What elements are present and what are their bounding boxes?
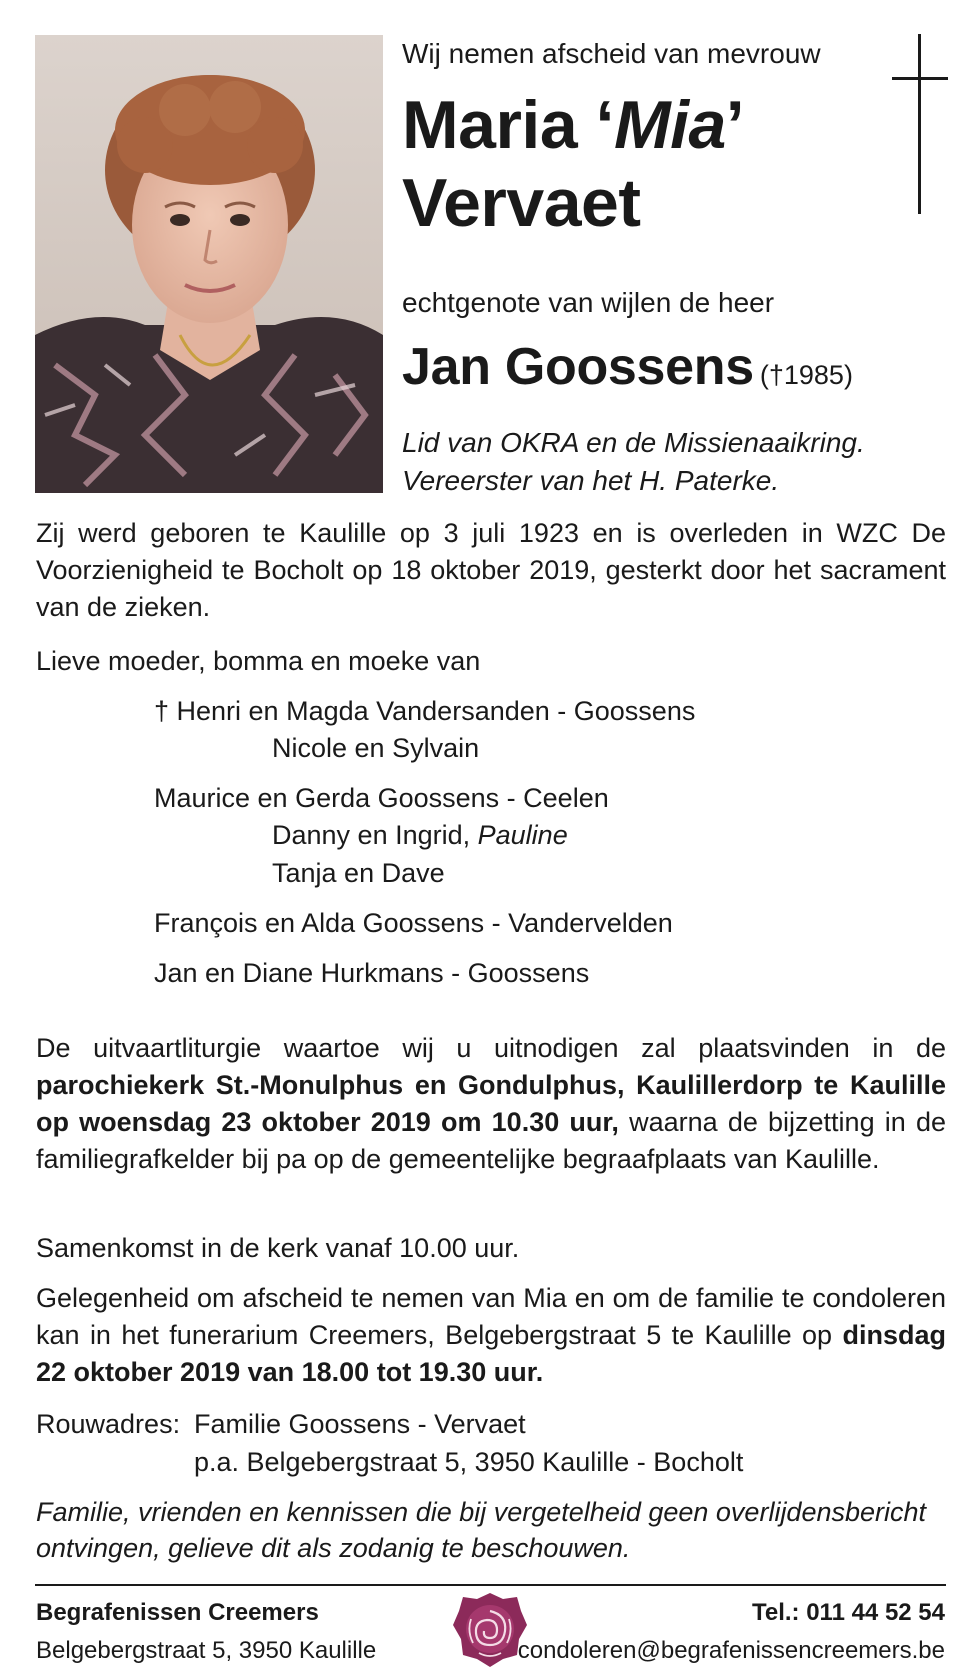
gathering-text: Samenkomst in de kerk vanaf 10.00 uur. — [36, 1233, 520, 1263]
funeral-lead: De uitvaartliturgie waartoe wij u uitnodigen zal plaatsvinden in de — [36, 1033, 946, 1063]
funeral-paragraph — [36, 1030, 946, 1178]
family-member-francois: François en Alda Goossens - Vandervelden — [154, 908, 673, 938]
funeral-details: parochiekerk St.-Monulphus en Gondulphus, Kaulillerdorp te Kaulille op woensdag 23 oktober 2019 om 10.30 uur, — [36, 1070, 946, 1137]
family-member-danny — [272, 817, 568, 854]
membership-line-1: Lid van OKRA en de Missienaaikring. — [402, 427, 865, 458]
portrait-photo — [35, 35, 383, 493]
spouse-intro: echtgenote van wijlen de heer — [402, 287, 775, 318]
deceased-name: Maria ‘Mia’ Vervaet — [402, 87, 745, 241]
footer-company: Begrafenissen Creemers — [36, 1599, 319, 1626]
footer-company-address: Belgebergstraat 5, 3950 Kaulille — [36, 1637, 377, 1664]
membership-line-2: Vereerster van het H. Paterke. — [402, 465, 780, 496]
funeral-rest: waarna de bijzetting in de familiegrafkelder bij pa op de gemeentelijke begraafplaats van Kaulille. — [36, 1107, 946, 1174]
family-member-nicole: Nicole en Sylvain — [272, 733, 480, 763]
spouse-name: Jan Goossens — [402, 338, 754, 396]
spouse-name-line — [402, 334, 853, 408]
portrait-photo-drawing — [35, 35, 383, 493]
family-member-tanja: Tanja en Dave — [272, 858, 445, 888]
address-line-1: Familie Goossens - Vervaet — [194, 1409, 526, 1439]
family-member-henri: † Henri en Magda Vandersanden - Goossens — [154, 696, 696, 726]
intro-text: Wij nemen afscheid van mevrouw — [402, 38, 821, 69]
address-label: Rouwadres: — [36, 1409, 181, 1439]
membership — [402, 424, 865, 500]
farewell-lead: Gelegenheid om afscheid te nemen van Mia en om de familie te condoleren kan in het funerarium Creemers, Belgebergstraat 5 te Kaulille op — [36, 1283, 946, 1350]
family-member-maurice: Maurice en Gerda Goossens - Ceelen — [154, 783, 609, 813]
family-intro: Lieve moeder, bomma en moeke van — [36, 646, 481, 676]
footer-divider — [35, 1584, 946, 1586]
address-line-2: p.a. Belgebergstraat 5, 3950 Kaulille - Bocholt — [194, 1447, 744, 1477]
nickname: Mia — [613, 87, 726, 163]
spouse-year: (†1985) — [759, 360, 853, 390]
family-member-danny-text: Danny en Ingrid, — [272, 820, 471, 850]
family-member-pauline: Pauline — [477, 820, 568, 850]
farewell-details: dinsdag 22 oktober 2019 van 18.00 tot 19.30 uur. — [36, 1320, 946, 1387]
birth-paragraph: Zij werd geboren te Kaulille op 3 juli 1923 en is overleden in WZC De Voorzienigheid te Bocholt op 18 oktober 2019, gesterkt door het sacrament van de zieken. — [36, 518, 946, 622]
footer-email[interactable]: condoleren@begrafenissencreemers.be — [517, 1637, 945, 1664]
closing-note: Familie, vrienden en kennissen die bij vergetelheid geen overlijdensbericht ontvingen, gelieve dit als zodanig te beschouwen. — [36, 1497, 927, 1563]
farewell-paragraph — [36, 1280, 946, 1391]
first-name: Maria — [402, 87, 578, 163]
last-name: Vervaet — [402, 165, 641, 241]
family-member-jan: Jan en Diane Hurkmans - Goossens — [154, 958, 590, 988]
footer-phone: Tel.: 011 44 52 54 — [751, 1599, 945, 1626]
cross-icon — [892, 34, 948, 214]
